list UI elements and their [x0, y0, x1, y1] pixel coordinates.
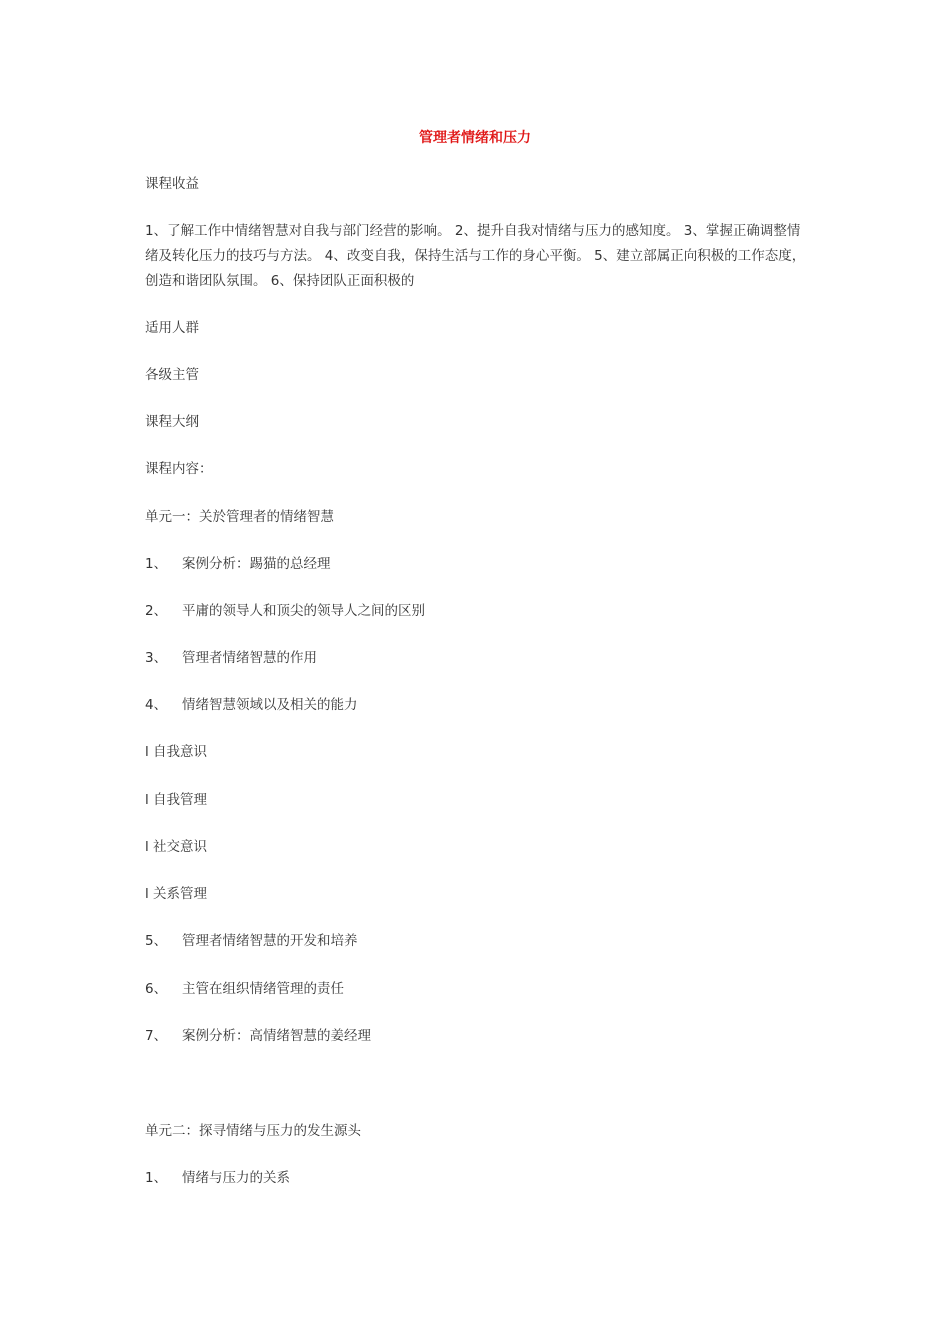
unit2-title: 单元二：探寻情绪与压力的发生源头	[145, 1123, 361, 1139]
list-item	[145, 646, 810, 671]
list-item-number: 7、	[145, 1028, 168, 1044]
list-item-text: 案例分析：高情绪智慧的姜经理	[182, 1028, 371, 1044]
sub-list-item: l 社交意识	[145, 839, 208, 855]
list-item	[145, 693, 810, 718]
benefits-heading: 课程收益	[145, 176, 199, 192]
list-item-text: 情绪与压力的关系	[182, 1170, 290, 1186]
sub-list-item: l 关系管理	[145, 886, 208, 902]
list-item	[145, 1024, 810, 1049]
sub-list-item: l 自我意识	[145, 744, 208, 760]
list-item	[145, 599, 810, 624]
list-item	[145, 929, 810, 954]
unit1-title: 单元一：关於管理者的情绪智慧	[145, 509, 334, 525]
list-item	[145, 552, 810, 577]
list-item-number: 1、	[145, 1170, 168, 1186]
list-item-number: 2、	[145, 603, 168, 619]
list-item-number: 3、	[145, 650, 168, 666]
list-item-number: 6、	[145, 981, 168, 997]
outline-heading: 课程大纲	[145, 414, 199, 430]
list-item-number: 1、	[145, 556, 168, 572]
list-item	[145, 1166, 810, 1191]
list-item-text: 平庸的领导人和顶尖的领导人之间的区别	[182, 603, 425, 619]
audience-text: 各级主管	[145, 367, 199, 383]
list-item-text: 情绪智慧领域以及相关的能力	[182, 697, 358, 713]
list-item-number: 5、	[145, 933, 168, 949]
document-title: 管理者情绪和压力	[419, 130, 531, 146]
sub-list-item: l 自我管理	[145, 792, 208, 808]
audience-heading: 适用人群	[145, 320, 199, 336]
list-item-text: 管理者情绪智慧的作用	[182, 650, 317, 666]
list-item-text: 主管在组织情绪管理的责任	[182, 981, 344, 997]
list-item-number: 4、	[145, 697, 168, 713]
list-item	[145, 977, 810, 1002]
benefits-text: 1、了解工作中情绪智慧对自我与部门经营的影响。 2、提升自我对情绪与压力的感知度。 3、掌握正确调整情绪及转化压力的技巧与方法。 4、改变自我，保持生活与工作的身心平衡。 5、建立部属正向积极的工作态度，创造和谐团队氛围。 6、保持团队正面积极的	[145, 223, 806, 289]
list-item-text: 管理者情绪智慧的开发和培养	[182, 933, 358, 949]
list-item-text: 案例分析：踢猫的总经理	[182, 556, 331, 572]
content-heading: 课程内容：	[145, 461, 213, 477]
